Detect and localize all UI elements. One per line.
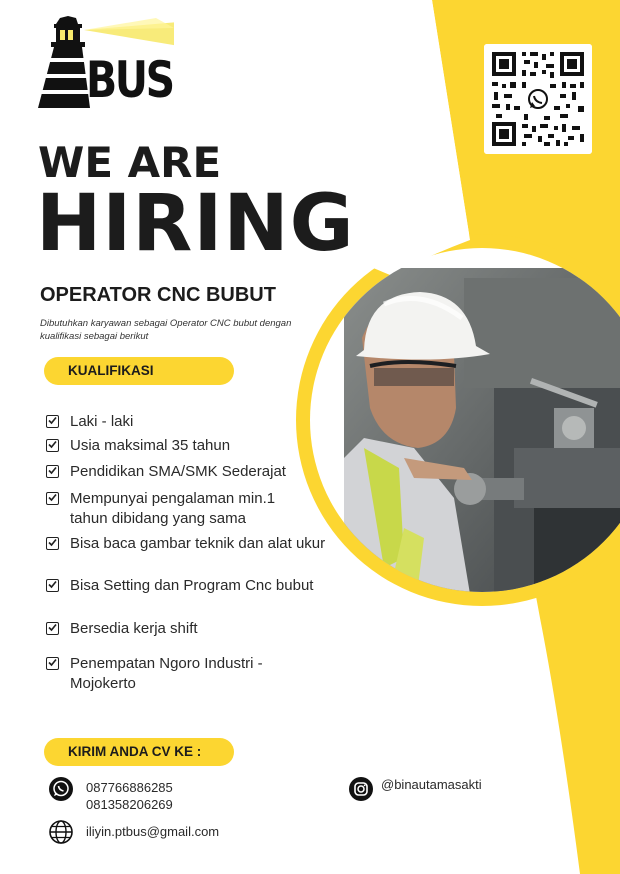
phone-number-1[interactable]: 087766886285 <box>86 780 173 795</box>
checkbox-icon <box>46 657 59 670</box>
list-item-text: Bersedia kerja shift <box>70 620 198 637</box>
list-item <box>46 412 336 432</box>
list-item <box>46 576 356 596</box>
list-item-text: Mempunyai pengalaman min.1 tahun dibidang yang sama <box>70 490 276 527</box>
checkbox-icon <box>46 415 59 428</box>
qualifications-label: KUALIFIKASI <box>44 357 234 385</box>
headline-we-are: WE ARE <box>38 138 222 187</box>
checkbox-icon <box>46 622 59 635</box>
phone-number-2[interactable]: 081358206269 <box>86 797 173 812</box>
list-item-text: Bisa baca gambar teknik dan alat ukur <box>70 535 326 552</box>
list-item <box>46 619 336 639</box>
list-item-text: Penempatan Ngoro Industri - Mojokerto <box>70 655 263 692</box>
list-item-text: Usia maksimal 35 tahun <box>70 437 231 454</box>
list-item <box>46 489 316 529</box>
worker-photo <box>344 268 620 618</box>
checkbox-icon <box>46 579 59 592</box>
headline-hiring: HIRING <box>36 179 355 269</box>
list-item-text: Bisa Setting dan Program Cnc bubut <box>70 577 314 594</box>
qr-code-icon <box>484 44 592 154</box>
whatsapp-icon <box>48 776 74 802</box>
logo-wordmark: BUS <box>86 51 173 109</box>
send-cv-label: KIRIM ANDA CV KE : <box>44 738 234 766</box>
list-item <box>46 534 336 554</box>
checkbox-icon <box>46 537 59 550</box>
checkbox-icon <box>46 465 59 478</box>
list-item <box>46 654 316 694</box>
job-description: Dibutuhkan karyawan sebagai Operator CNC bubut dengan kualifikasi sebagai berikut <box>40 318 292 342</box>
list-item <box>46 462 336 482</box>
list-item <box>46 436 336 456</box>
list-item-text: Pendidikan SMA/SMK Sederajat <box>70 463 286 480</box>
instagram-icon <box>348 776 374 802</box>
list-item-text: Laki - laki <box>70 413 134 430</box>
globe-icon <box>48 819 74 845</box>
email-address[interactable]: iliyin.ptbus@gmail.com <box>86 824 220 839</box>
job-title: OPERATOR CNC BUBUT <box>40 284 276 306</box>
checkbox-icon <box>46 492 59 505</box>
checkbox-icon <box>46 439 59 452</box>
instagram-handle[interactable]: @binautamasakti <box>381 777 482 792</box>
